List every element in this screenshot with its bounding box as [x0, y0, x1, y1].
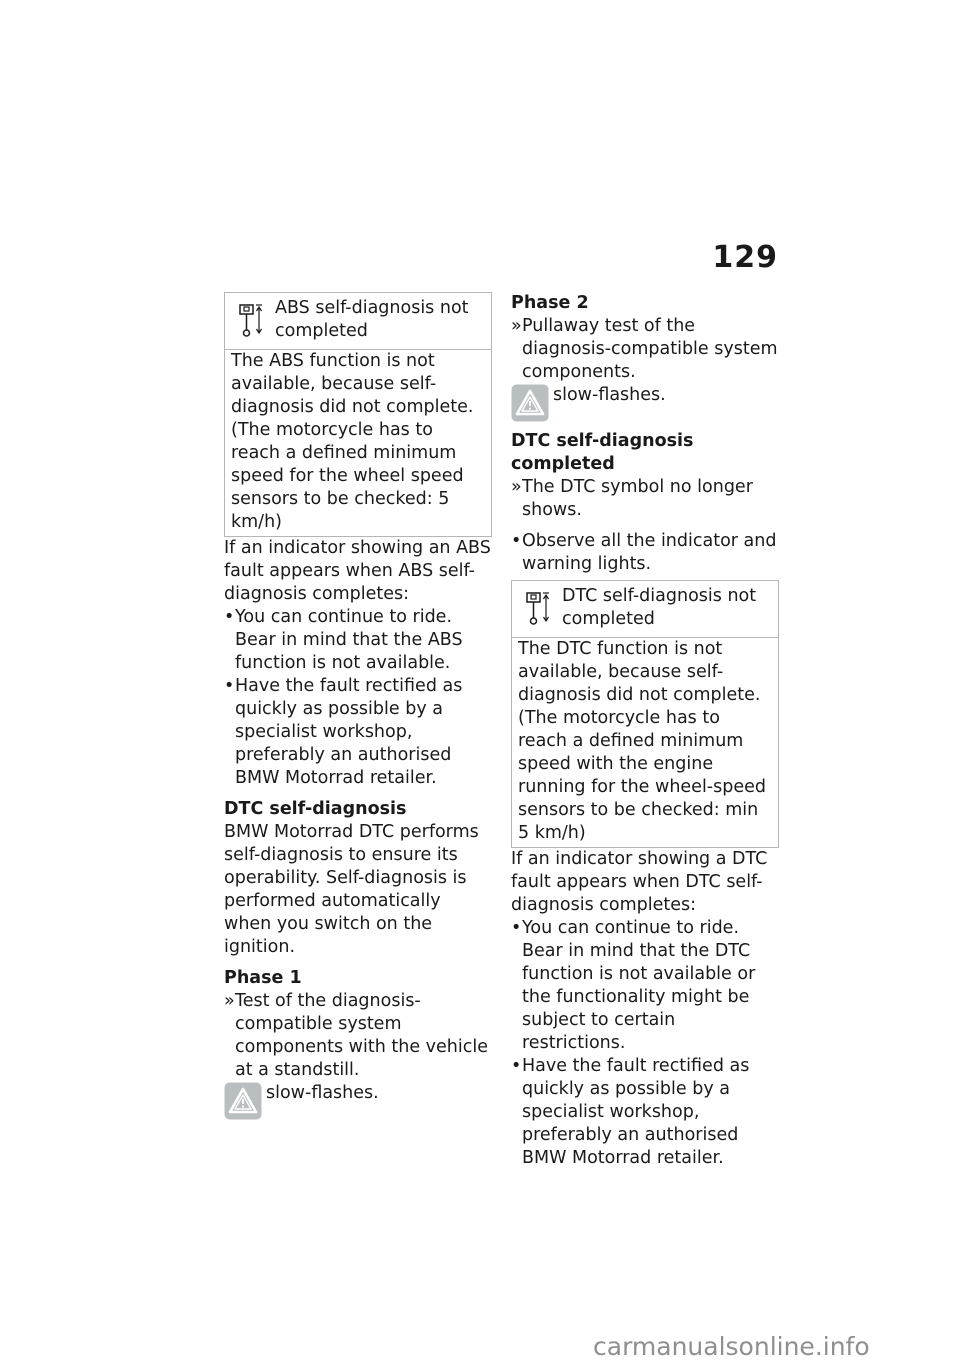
list-item: • Have the fault rectified as quickly as possible by a specialist workshop, preferably an authorised BMW Motorrad retailer.: [224, 676, 463, 788]
abs-note-box: [224, 292, 492, 537]
bullet-marker: •: [224, 607, 235, 627]
bullet-marker: •: [511, 531, 522, 551]
phase2-warning-light: [511, 384, 779, 422]
list-item: • Have the fault rectified as quickly as possible by a specialist workshop, preferably an authorised BMW Motorrad retailer.: [511, 1056, 750, 1168]
right-column: [511, 292, 779, 1170]
abs-fault-intro: If an indicator showing an ABS fault appears when ABS self-diagnosis completes:: [224, 538, 491, 604]
step-marker: »: [224, 991, 235, 1011]
phase1-heading: Phase 1: [224, 968, 302, 988]
list-item: • You can continue to ride. Bear in mind that the DTC function is not available or the functionality might be subject to certain restrictions.: [511, 918, 756, 1053]
phase2-light-text: slow-flashes.: [553, 385, 666, 405]
dtc-note-header: [512, 581, 778, 638]
step-marker: »: [511, 477, 522, 497]
page-number: 129: [712, 240, 778, 275]
abs-note-body: The ABS function is not available, because self-diagnosis did not complete. (The motorcycle has to reach a defined minimum speed for the wheel speed sensors to be checked: 5 km/h): [231, 351, 474, 532]
dtc-fault-intro: If an indicator showing a DTC fault appears when DTC self-diagnosis completes:: [511, 849, 768, 915]
list-item: • Observe all the indicator and warning lights.: [511, 531, 777, 574]
step-item: » The DTC symbol no longer shows.: [511, 477, 753, 520]
dtc-heading: DTC self-diagnosis: [224, 799, 407, 819]
dtc-note-title: DTC self-diagnosis not completed: [562, 586, 757, 629]
dtc-intro: BMW Motorrad DTC performs self-diagnosis to ensure its operability. Self-diagnosis is performed automatically when you switch on the ignition.: [224, 822, 479, 957]
step-item: » Test of the diagnosis-compatible system components with the vehicle at a standstill.: [224, 991, 488, 1080]
phase1-warning-light: [224, 1082, 492, 1120]
dtc-note-box: [511, 580, 779, 848]
bullet-marker: •: [224, 676, 235, 696]
warning-triangle-icon: [511, 384, 549, 422]
gauge-line-icon: [524, 590, 554, 626]
warning-triangle-icon: [224, 1082, 262, 1120]
phase1-light-text: slow-flashes.: [266, 1083, 379, 1103]
dtc-note-body: The DTC function is not available, because self-diagnosis did not complete. (The motorcycle has to reach a defined minimum speed with the engine running for the wheel-speed sensors to be checked: min 5 km/h): [518, 639, 766, 843]
dtc-completed-heading: DTC self-diagnosis completed: [511, 431, 694, 474]
list-item: • You can continue to ride. Bear in mind that the ABS function is not available.: [224, 607, 463, 673]
bullet-marker: •: [511, 918, 522, 938]
step-marker: »: [511, 316, 522, 336]
watermark: carmanualsonline.info: [593, 1332, 870, 1361]
left-column: [224, 292, 492, 1120]
gauge-line-icon: [237, 302, 267, 338]
abs-note-header: [225, 293, 491, 350]
step-item: » Pullaway test of the diagnosis-compatible system components.: [511, 316, 778, 382]
abs-note-title: ABS self-diagnosis not completed: [275, 298, 469, 341]
bullet-marker: •: [511, 1056, 522, 1076]
phase2-heading: Phase 2: [511, 293, 589, 313]
